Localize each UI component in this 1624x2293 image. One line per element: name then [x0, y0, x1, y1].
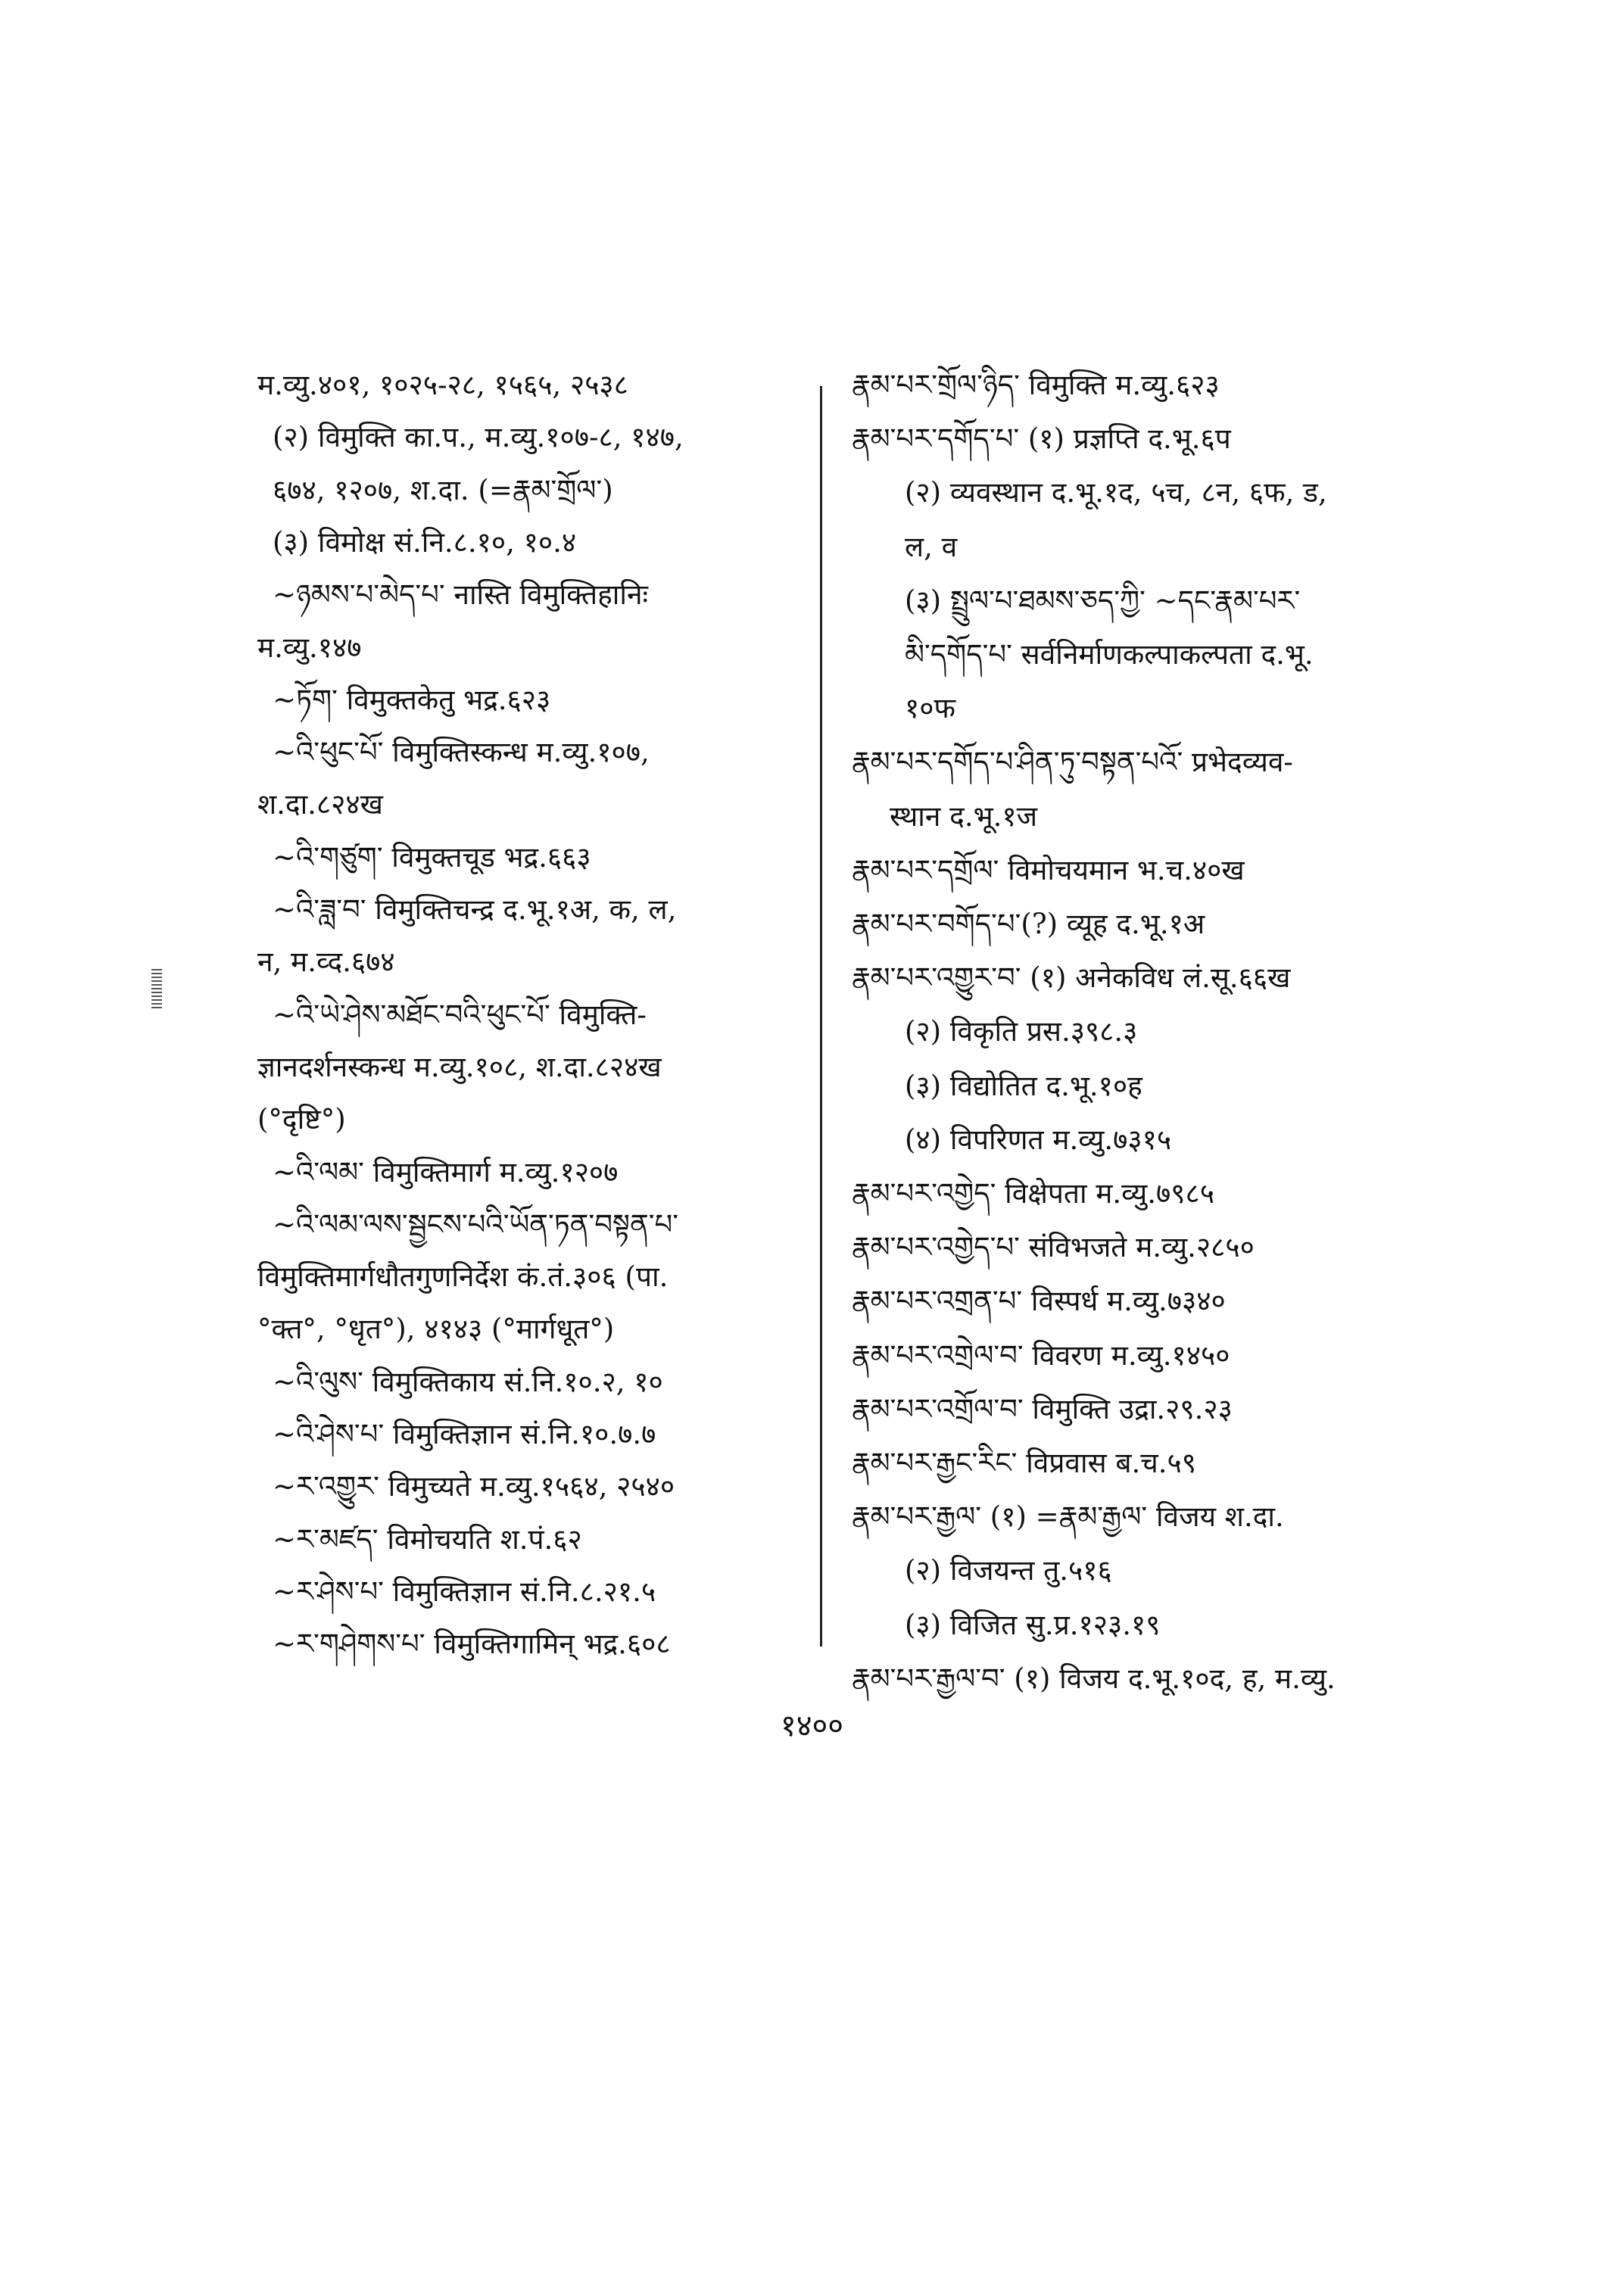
entry-line: ~ར་མཛད་ विमोचयति श.पं.६२: [273, 1522, 582, 1556]
entry-line: (३) विजित सु.प्र.१२३.१९: [905, 1608, 1161, 1641]
entry-line: རྣམ་པར་རྒྱལ་ (१) =རྣམ་རྒྱལ་ विजय श.दा.: [852, 1500, 1284, 1534]
entry-line: རྣམ་པར་དགོད་པ་ཤིན་ཏུ་བསྟན་པའོ་ प्रभेदव्यव-: [852, 746, 1293, 779]
entry-line: རྣམ་པར་རྒྱལ་བ་ (१) विजय द.भू.१०द, ह, म.व्यु.: [852, 1662, 1336, 1695]
entry-line: (°दृष्टि°): [257, 1103, 346, 1136]
entry-line: ~ཉམས་པ་མེད་པ་ नास्ति विमुक्तिहानिः: [273, 578, 648, 612]
entry-line: ~འི་ཕུང་པོ་ विमुक्तिस्कन्ध म.व्यु.१०७,: [273, 736, 650, 769]
entry-line: རྣམ་པར་འགྱེད་ विक्षेपता म.व्यु.७९८५: [852, 1177, 1215, 1210]
entry-line: ~ར་ཤེས་པ་ विमुक्तिज्ञान सं.नि.८.२१.५: [273, 1575, 656, 1608]
page-number: १४००: [780, 1709, 844, 1743]
entry-line: १०फ: [905, 692, 956, 725]
entry-line: ज्ञानदर्शनस्कन्ध म.व्यु.१०८, श.दा.८२४ख: [257, 1050, 662, 1083]
column-divider: [820, 386, 822, 1647]
entry-line: (२) विमुक्ति का.प., म.व्यु.१०७-८, १४७,: [273, 421, 684, 454]
entry-line: ~འི་ལམ་ལས་སྦྱངས་པའི་ཡོན་ཏན་བསྟན་པ་: [273, 1207, 678, 1241]
entry-line: ~འི་ཤེས་པ་ विमुक्तिज्ञान सं.नि.१०.७.७: [273, 1418, 656, 1450]
entry-line: स्थान द.भू.१ज: [890, 799, 1038, 833]
entry-line: विमुक्तिमार्गधौतगुणनिर्देश कं.तं.३०६ (पा.: [257, 1260, 669, 1294]
entry-line: ~ར་འགྱུར་ विमुच्यते म.व्यु.१५६४, २५४०: [273, 1470, 675, 1503]
entry-line: (४) विपरिणत म.व्यु.७३१५: [905, 1123, 1172, 1156]
entry-line: (३) विद्योतित द.भू.१०ह: [905, 1069, 1142, 1102]
entry-line: ~འི་ལམ་ विमुक्तिमार्ग म.व्यु.१२०७: [273, 1155, 619, 1189]
margin-mark: [151, 969, 162, 1008]
entry-line: ~འི་ལུས་ विमुक्तिकाय सं.नि.१०.२, १०: [273, 1365, 663, 1398]
entry-line: न, म.व्द.६७४: [257, 946, 395, 979]
entry-line: ~ཏོག་ विमुक्तकेतु भद्र.६२३: [273, 683, 551, 716]
entry-line: རྣམ་པར་འགྱུར་བ་ (१) अनेकविध लं.सू.६६ख: [852, 961, 1291, 995]
entry-line: (३) སྤྲུལ་པ་ཐམས་ཅད་ཀྱི་ ~དང་རྣམ་པར་: [905, 584, 1301, 617]
entry-line: ~འི་ཟླ་བ་ विमुक्तिचन्द्र द.भू.१अ, क, ल,: [273, 893, 677, 926]
entry-line: ~ར་གཤེགས་པ་ विमुक्तिगामिन् भद्र.६०८: [273, 1628, 671, 1661]
entry-line: °क्त°, °धृत°), ४१४३ (°मार्गधूत°): [257, 1313, 615, 1346]
entry-line: རྣམ་པར་འགྲོལ་བ་ विमुक्ति उद्रा.२९.२३: [852, 1392, 1233, 1425]
entry-line: རྣམ་པར་འགྱེད་པ་ संविभजते म.व्यु.२८५०: [852, 1231, 1255, 1264]
entry-line: म.व्यु.१४७: [257, 631, 362, 664]
entry-line: (२) विजयन्त तु.५१६: [905, 1554, 1112, 1587]
entry-line: མི་དགོད་པ་ सर्वनिर्माणकल्पाकल्पता द.भू.: [905, 638, 1314, 671]
entry-line: རྣམ་པར་དགོད་པ་ (१) प्रज्ञप्ति द.भू.६प: [852, 422, 1231, 456]
entry-line: ६७४, १२०७, श.दा. (=རྣམ་གྲོལ་): [273, 473, 613, 506]
entry-line: རྣམ་པར་བགོད་པ་(?) व्यूह द.भू.१अ: [852, 908, 1205, 940]
entry-line: རྣམ་པར་འགྲེལ་བ་ विवरण म.व्यु.१४५०: [852, 1338, 1230, 1372]
entry-line: རྣམ་པར་རྒྱང་རིང་ विप्रवास ब.च.५९: [852, 1447, 1196, 1479]
entry-line: རྣམ་པར་དགྲོལ་ विमोचयमान भ.च.४०ख: [852, 853, 1245, 886]
entry-line: ल, व: [905, 530, 958, 563]
entry-line: (२) व्यवस्थान द.भू.१द, ५च, ८न, ६फ, ड,: [905, 476, 1327, 509]
entry-line: ~འི་ཡེ་ཤེས་མཐོང་བའི་ཕུང་པོ་ विमुक्ति-: [273, 998, 647, 1031]
entry-line: म.व्यु.४०१, १०२५-२८, १५६५, २५३८: [257, 369, 628, 401]
entry-line: श.दा.८२४ख: [257, 788, 383, 821]
entry-line: རྣམ་པར་འགྲན་པ་ विस्पर्ध म.व्यु.७३४०: [852, 1285, 1226, 1318]
entry-line: རྣམ་པར་གྲོལ་ཉིད་ विमुक्ति म.व्यु.६२३: [852, 369, 1220, 401]
entry-line: (२) विकृति प्रस.३९८.३: [905, 1015, 1138, 1048]
entry-line: ~འི་གཙུག་ विमुक्तचूड भद्र.६६३: [273, 840, 591, 874]
entry-line: (३) विमोक्ष सं.नि.८.१०, १०.४: [273, 525, 577, 559]
